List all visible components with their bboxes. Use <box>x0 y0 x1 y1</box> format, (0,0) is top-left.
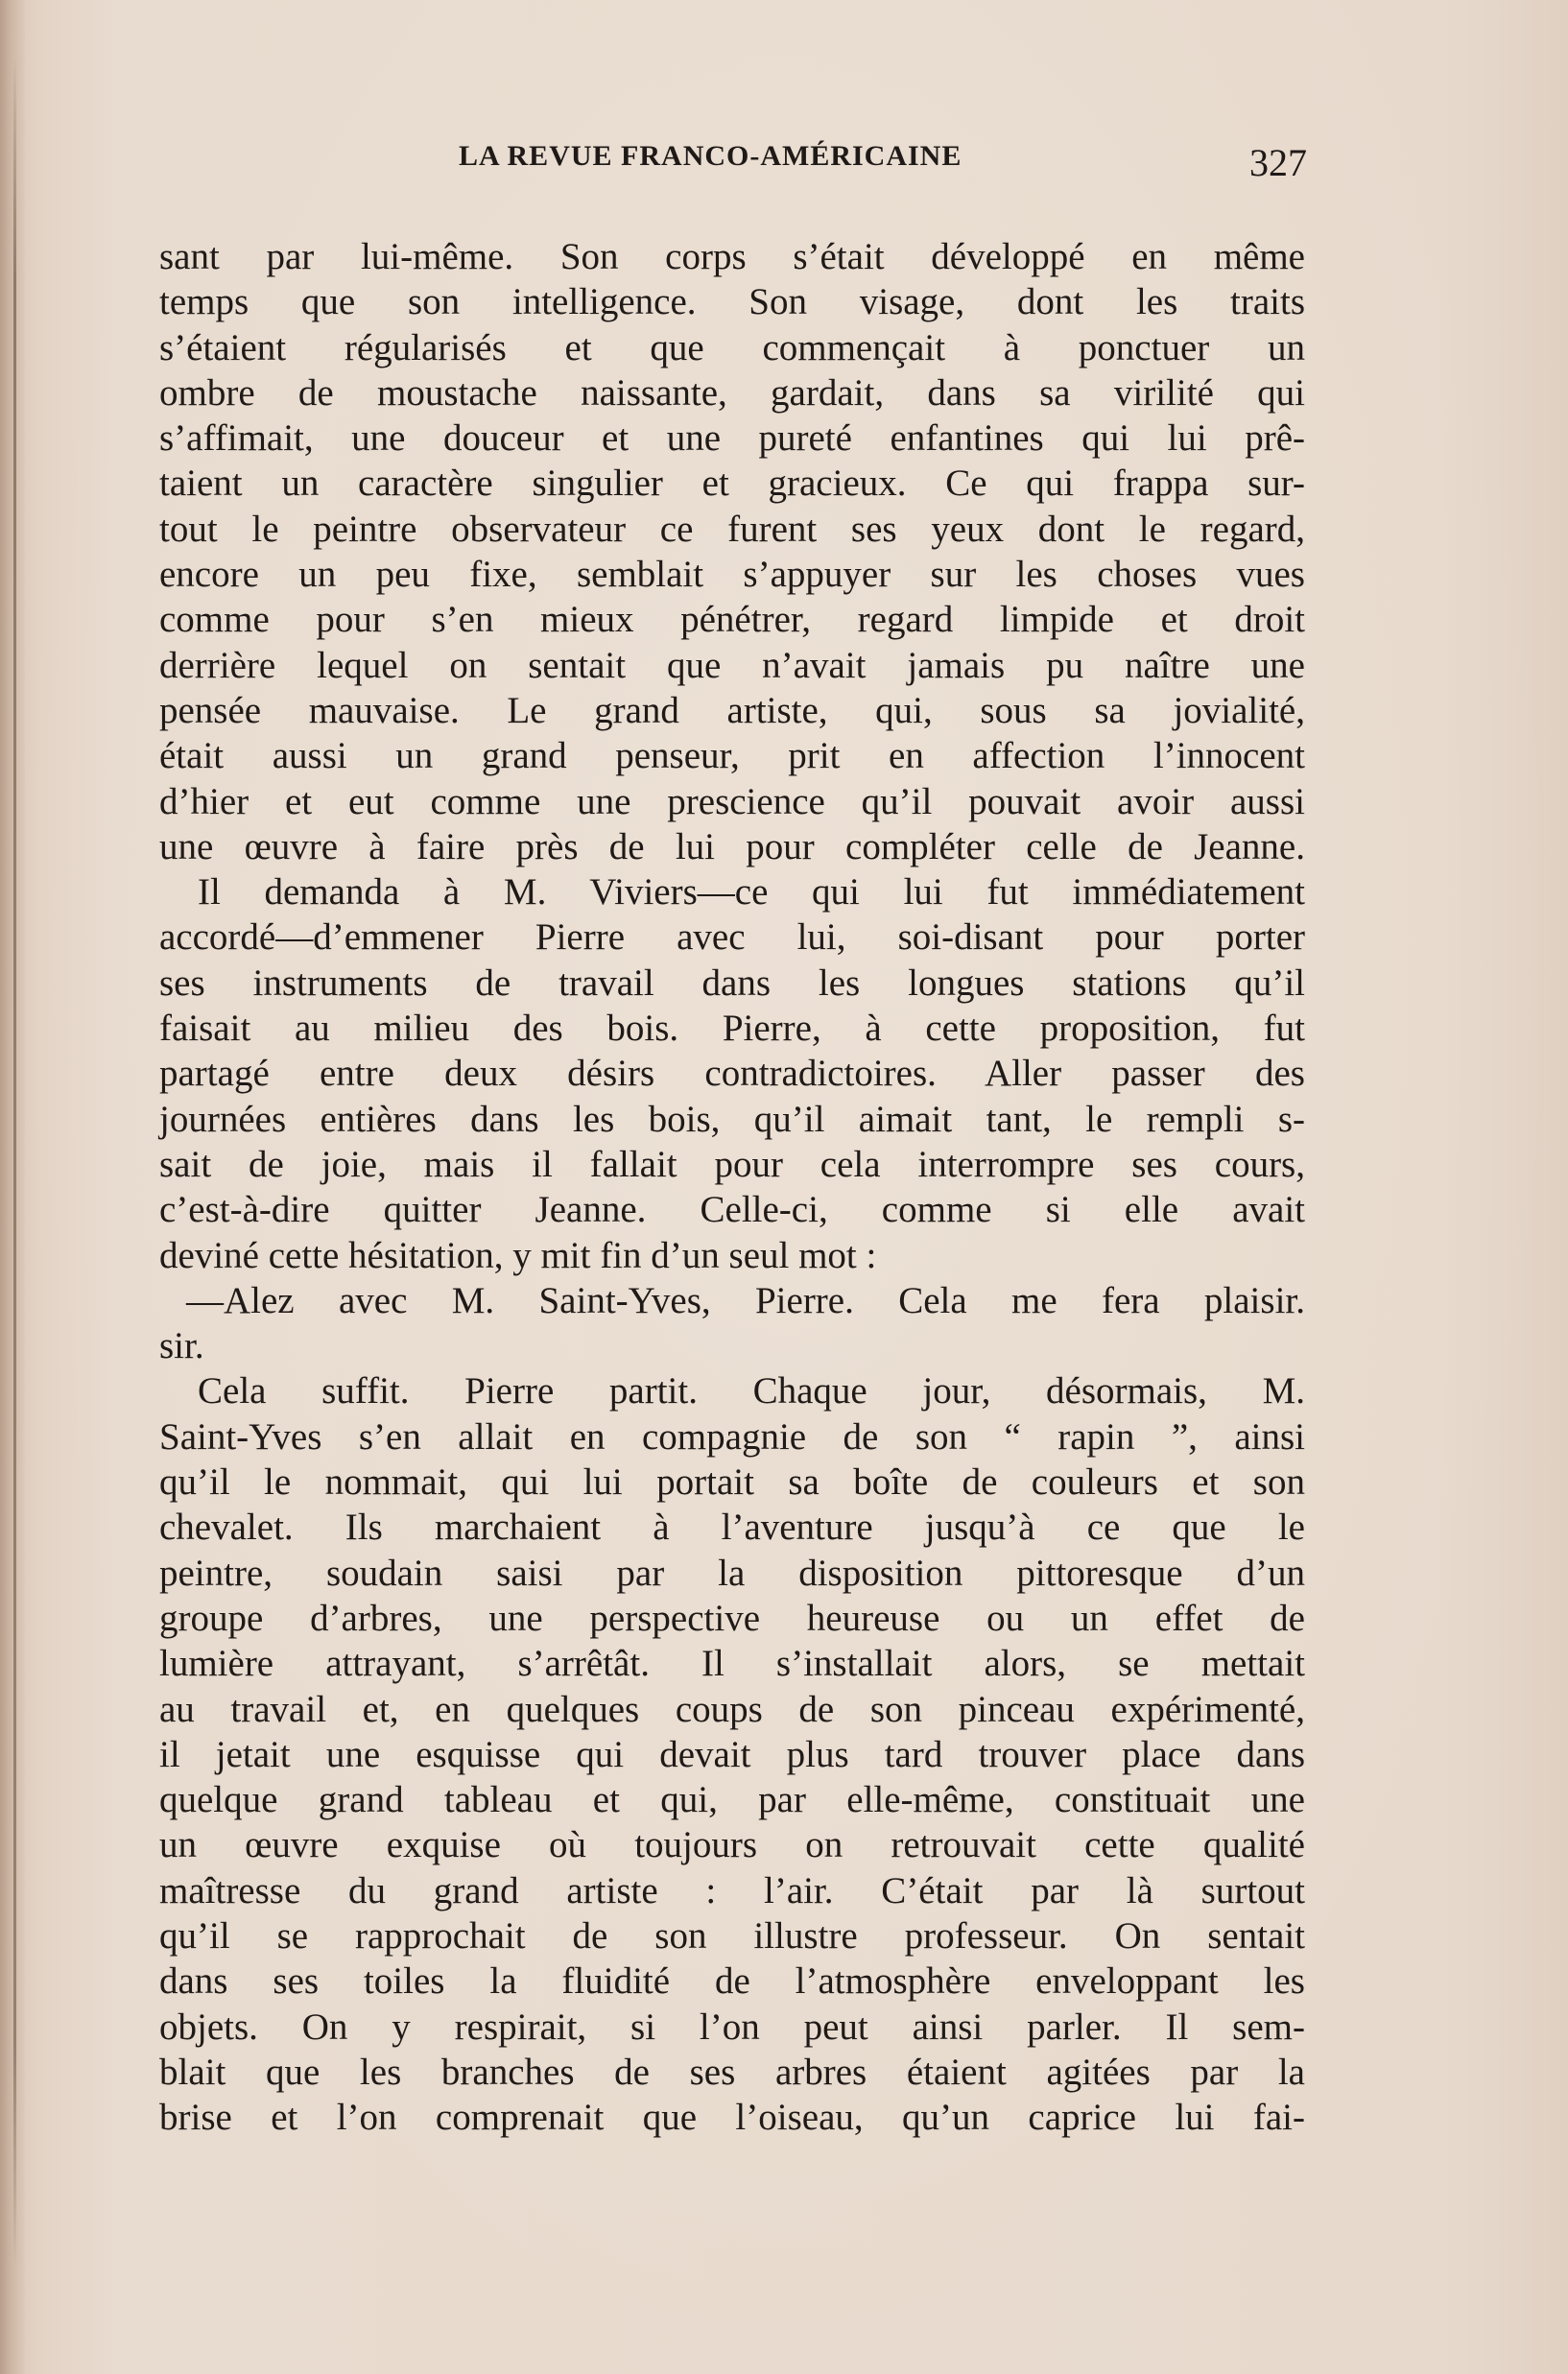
text-line: s’affimait, une douceur et une pureté enfantines qui lui prê- <box>159 417 1305 460</box>
text-line: —Alez avec M. Saint-Yves, Pierre. Cela me fera plaisir. <box>186 1279 1305 1321</box>
text-line: d’hier et eut comme une prescience qu’il pouvait avoir aussi <box>159 780 1305 822</box>
text-line: au travail et, en quelques coups de son pinceau expérimenté, <box>159 1688 1305 1730</box>
text-line: pensée mauvaise. Le grand artiste, qui, sous sa jovialité, <box>159 689 1305 731</box>
text-line: comme pour s’en mieux pénétrer, regard limpide et droit <box>159 599 1305 641</box>
text-line: faisait au milieu des bois. Pierre, à cette proposition, fut <box>159 1008 1305 1050</box>
text-line: était aussi un grand penseur, prit en affection l’innocent <box>159 735 1305 777</box>
text-line: encore un peu fixe, semblait s’appuyer sur les choses vues <box>159 554 1305 596</box>
text-line: peintre, soudain saisi par la disposition pittoresque d’un <box>159 1552 1305 1594</box>
text-line: un œuvre exquise où toujours on retrouvait cette qualité <box>159 1824 1305 1866</box>
text-line: journées entières dans les bois, qu’il aimait tant, le rempli s- <box>159 1098 1305 1140</box>
text-line: Il demanda à M. Viviers—ce qui lui fut immédiatement <box>198 871 1305 914</box>
text-line: quelque grand tableau et qui, par elle-même, constituait une <box>159 1779 1305 1821</box>
text-line: taient un caractère singulier et gracieux. Ce qui frappa sur- <box>159 463 1305 505</box>
text-line: blait que les branches de ses arbres étaient agitées par la <box>159 2051 1305 2093</box>
text-line: une œuvre à faire près de lui pour compléter celle de Jeanne. <box>159 825 1305 867</box>
text-line: c’est-à-dire quitter Jeanne. Celle-ci, comme si elle avait <box>159 1189 1305 1231</box>
page-binding-edge <box>0 0 25 2374</box>
page-number: 327 <box>1249 141 1307 184</box>
text-line: lumière attrayant, s’arrêtât. Il s’installait alors, se mettait <box>159 1643 1305 1685</box>
text-line: qu’il se rapprochait de son illustre professeur. On sentait <box>159 1914 1305 1957</box>
text-line: tout le peintre observateur ce furent ses yeux dont le regard, <box>159 508 1305 550</box>
text-line: groupe d’arbres, une perspective heureuse ou un effet de <box>159 1597 1305 1639</box>
text-line: partagé entre deux désirs contradictoires. Aller passer des <box>159 1053 1305 1095</box>
text-line: accordé—d’emmener Pierre avec lui, soi-disant pour porter <box>159 916 1305 959</box>
body-text <box>159 234 1305 2140</box>
text-line: temps que son intelligence. Son visage, dont les traits <box>159 281 1305 323</box>
text-line: deviné cette hésitation, y mit fin d’un seul mot : <box>159 1234 877 1276</box>
text-line: chevalet. Ils marchaient à l’aventure jusqu’à ce que le <box>159 1507 1305 1549</box>
text-line: s’étaient régularisés et que commençait à ponctuer un <box>159 326 1305 368</box>
text-line: sait de joie, mais il fallait pour cela interrompre ses cours, <box>159 1143 1305 1185</box>
text-line: dans ses toiles la fluidité de l’atmosphère enveloppant les <box>159 1960 1305 2003</box>
binding-shadow-line <box>13 58 16 2265</box>
text-line: Cela suffit. Pierre partit. Chaque jour, désormais, M. <box>198 1370 1305 1413</box>
text-line: ombre de moustache naissante, gardait, dans sa virilité qui <box>159 371 1305 414</box>
text-line: sir. <box>159 1325 204 1367</box>
text-line: Saint-Yves s’en allait en compagnie de son “ rapin ”, ainsi <box>159 1415 1305 1458</box>
text-line: objets. On y respirait, si l’on peut ainsi parler. Il sem- <box>159 2006 1305 2048</box>
text-line: sant par lui-même. Son corps s’était développé en même <box>159 236 1305 277</box>
text-line: brise et l’on comprenait que l’oiseau, qu’un caprice lui fai- <box>159 2097 1305 2139</box>
text-line: il jetait une esquisse qui devait plus tard trouver place dans <box>159 1733 1305 1775</box>
text-line: ses instruments de travail dans les longues stations qu’il <box>159 961 1305 1004</box>
text-line: derrière lequel on sentait que n’avait jamais pu naître une <box>159 644 1305 686</box>
text-line: maîtresse du grand artiste : l’air. C’était par là surtout <box>159 1869 1305 1911</box>
text-line: qu’il le nommait, qui lui portait sa boîte de couleurs et son <box>159 1461 1305 1504</box>
running-head: LA REVUE FRANCO-AMÉRICAINE <box>459 140 962 172</box>
